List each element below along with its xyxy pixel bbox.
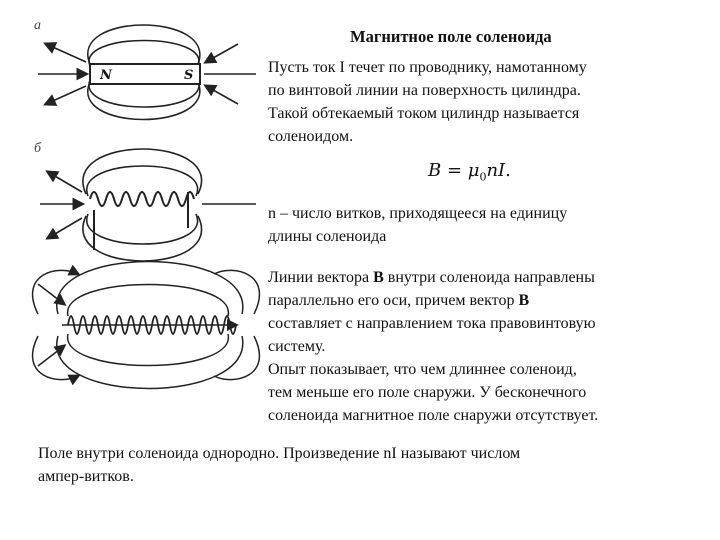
- figure-label-b: б: [34, 141, 42, 156]
- bar-magnet-diagram: [38, 25, 256, 120]
- formula-lhs: B: [428, 160, 442, 181]
- formula-eq: =: [441, 160, 468, 181]
- vector-line: составляет с направлением тока правовинтовую: [268, 315, 596, 332]
- intro-line: соленоидом.: [268, 128, 354, 145]
- short-solenoid-diagram: [40, 149, 256, 261]
- vector-paragraph: [268, 266, 598, 427]
- vector-line: Линии вектора B внутри соленоида направлены: [268, 269, 595, 286]
- intro-paragraph: [268, 56, 587, 148]
- vector-line: Опыт показывает, что чем длиннее соленоид,: [268, 361, 577, 378]
- bottom-paragraph: [38, 442, 520, 488]
- intro-line: по винтовой линии на поверхность цилиндра.: [268, 82, 581, 99]
- vector-line: параллельно его оси, причем вектор B: [268, 292, 530, 309]
- long-solenoid-diagram: [33, 262, 260, 389]
- n-definition-line: n – число витков, приходящееся на единицу: [268, 205, 568, 222]
- intro-line: Такой обтекаемый током цилиндр называется: [268, 105, 580, 122]
- vector-line: систему.: [268, 338, 326, 355]
- magnet-pole-s: S: [184, 68, 194, 83]
- bottom-line: ампер-витков.: [38, 468, 134, 485]
- solenoid-figure: [28, 14, 264, 434]
- vector-line: тем меньше его поле снаружи. У бесконечного: [268, 384, 587, 401]
- formula-mu: μ: [467, 160, 480, 181]
- magnet-pole-n: N: [100, 68, 112, 83]
- n-definition-line: длины соленоида: [268, 228, 387, 245]
- field-lines-diagram: [28, 14, 264, 434]
- bottom-line: Поле внутри соленоида однородно. Произведение nI называют числом: [38, 445, 521, 462]
- vector-line: соленоида магнитное поле снаружи отсутствует.: [268, 407, 599, 424]
- page-title: Магнитное поле соленоида: [350, 27, 552, 46]
- n-definition: [268, 202, 567, 248]
- figure-label-a: а: [34, 18, 41, 33]
- intro-line: Пусть ток I течет по проводнику, намотанному: [268, 59, 587, 76]
- solenoid-formula: [428, 160, 511, 184]
- formula-subscript: 0: [479, 170, 487, 184]
- formula-rest: nI.: [486, 160, 511, 181]
- vector-b-symbol: B: [518, 292, 530, 309]
- vector-b-symbol: B: [373, 269, 384, 286]
